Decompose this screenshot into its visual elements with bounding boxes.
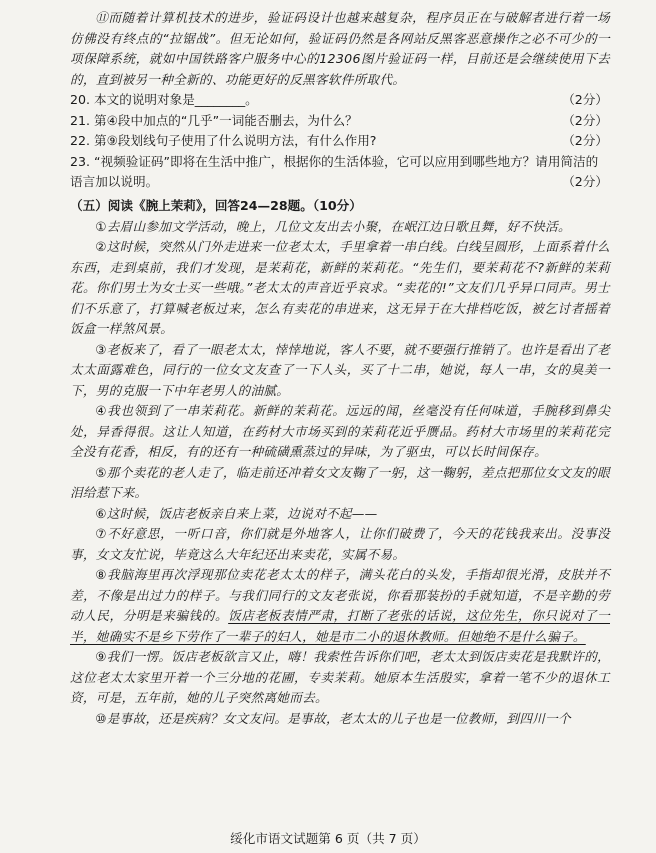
question-22-text: 22. 第⑨段划线句子使用了什么说明方法，有什么作用? bbox=[70, 133, 377, 148]
paragraph-10: ⑩是事故，还是疾病？女文友问。是事故，老太太的儿子也是一位教师，到四川一个 bbox=[95, 710, 571, 726]
paragraph-8-text: ⑧我脑海里再次浮现那位卖花老太太的样子，满头花白的头发，手指却很光滑，皮肤并不差，不像是出过力的样子。与我们同行的文友老张说，你看那装扮的手就知道，不是辛勤的劳动人民，分明是来骗钱的。 bbox=[70, 567, 610, 623]
paragraph-4: ④我也领到了一串茉莉花。新鲜的茉莉花。远远的闻，丝毫没有任何味道，手腕移到鼻尖处，异香得很。这让人知道，在药材大市场买到的茉莉花近乎赝品。药材大市场里的茉莉花完全没有花香，相反，有的还有一种硫磺熏蒸过的异味，为了驱虫，可以长时间保存。 bbox=[70, 403, 610, 459]
paragraph-5: ⑤那个卖花的老人走了，临走前还冲着女文友鞠了一躬，这一鞠躬，差点把那位女文友的眼泪给惹下来。 bbox=[70, 464, 610, 500]
question-20-text: 20. 本文的说明对象是________。 bbox=[70, 92, 258, 107]
paragraph-2: ②这时候，突然从门外走进来一位老太太，手里拿着一串白线。白线呈圆形，上面系着什么东西，走到桌前，我们才发现，是茉莉花，新鲜的茉莉花。“先生们，要茉莉花不?新鲜的茉莉花。你们男士为女士买一些哦。”老太太的声音近乎哀求。“卖花的!”文友们几乎异口同声。男士们不乐意了，打算喊老板过来，怎么有卖花的串进来，这无异于在大排档吃饭，被乞讨者摇着饭盒一样煞风景。 bbox=[70, 239, 610, 336]
question-23-text: 23. “视频验证码”即将在生活中推广，根据你的生活体验，它可以应用到哪些地方？请用简洁的语言加以说明。 bbox=[70, 153, 599, 189]
question-23 bbox=[70, 152, 610, 193]
paragraph-11: ⑪而随着计算机技术的进步，验证码设计也越来越复杂，程序员正在与破解者进行着一场仿佛没有终点的“拉锯战”。但无论如何，验证码仍然是各网站反黑客恶意操作之必不可少的一项保障系统，就如中国铁路客户服务中心的12306图片验证码一样，目前还是会继续使用下去的，直到被另一种全新的、功能更好的反黑客软件所取代。 bbox=[70, 10, 610, 87]
paragraph-9: ⑨我们一愣。饭店老板欲言又止，嗨！我索性告诉你们吧，老太太到饭店卖花是我默许的，这位老太太家里开着一个三分地的花圃，专卖茉莉。她原本生活殷实，拿着一笔不少的退休工资，可是，五年前，她的儿子突然离她而去。 bbox=[70, 649, 610, 705]
section-title: （五）阅读《腕上茉莉》，回答24—28题。（10分） bbox=[70, 197, 362, 213]
question-22 bbox=[70, 131, 610, 152]
paragraph-7: ⑦不好意思，一听口音，你们就是外地客人，让你们破费了，今天的花钱我来出。没事没事，女文友忙说，毕竟这么大年纪还出来卖花，实属不易。 bbox=[70, 526, 610, 562]
question-20-score: （2分） bbox=[562, 92, 608, 107]
question-20 bbox=[70, 90, 610, 111]
question-21 bbox=[70, 111, 610, 132]
paragraph-1: ①去眉山参加文学活动，晚上，几位文友出去小聚，在岷江边日歌且舞，好不快活。 bbox=[95, 218, 571, 234]
question-21-score: （2分） bbox=[562, 112, 608, 128]
exam-page bbox=[70, 8, 610, 729]
paragraph-3: ③老板来了，看了一眼老太太，悻悻地说，客人不要，就不要强行推销了。也许是看出了老太太面露难色，同行的一位女文友查了一下人头，买了十二串，她说，每人一串，女的臭美一下，男的克服一下中年老男人的油腻。 bbox=[70, 341, 610, 398]
question-21-text: 21. 第④段中加点的“几乎”一词能否删去，为什么？ bbox=[70, 112, 358, 128]
page-footer: 绥化市语文试题第 6 页（共 7 页） bbox=[230, 831, 426, 846]
paragraph-6: ⑥这时候，饭店老板亲自来上菜，边说对不起—— bbox=[95, 505, 378, 521]
paragraph-8-underlined: 饭店老板表情严肃，打断了老张的话说，这位先生，你只说对了一半，她确实不是乡下劳作了一辈子的妇人，她是市二小的退休教师。但她绝不是什么骗子。 bbox=[70, 608, 610, 644]
paragraph-8 bbox=[70, 565, 610, 647]
question-23-score: （2分） bbox=[562, 174, 608, 189]
question-22-score: （2分） bbox=[562, 133, 608, 148]
